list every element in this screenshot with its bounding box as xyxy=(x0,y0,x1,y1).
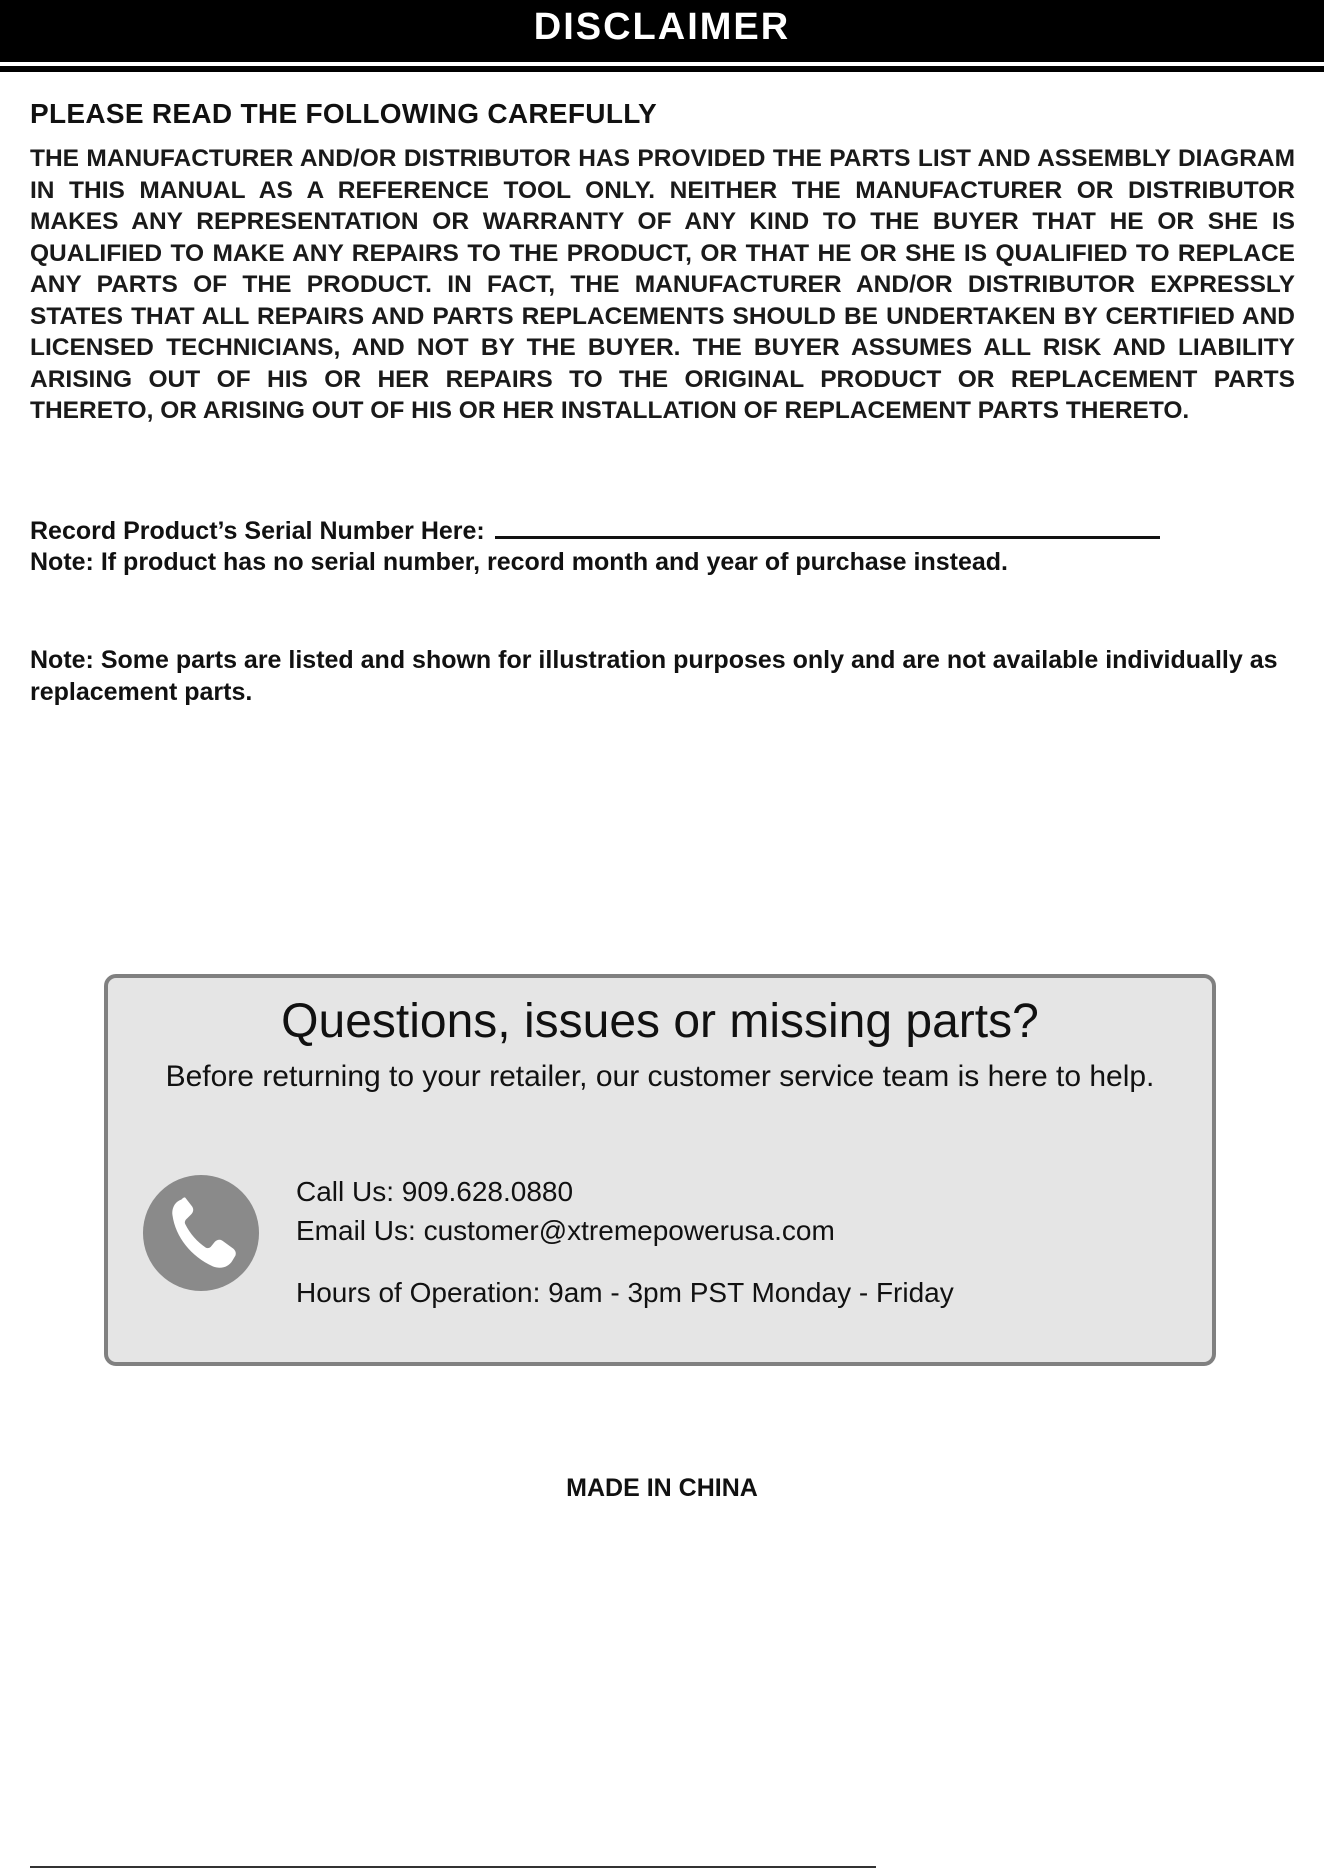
email-address[interactable]: Email Us: customer@xtremepowerusa.com xyxy=(296,1215,835,1246)
disclaimer-body: THE MANUFACTURER AND/OR DISTRIBUTOR HAS PROVIDED THE PARTS LIST AND ASSEMBLY DIAGRAM IN THIS MANUAL AS A REFERENCE TOOL ONLY. NEITHER THE MANUFACTURER OR DISTRIBUTOR MAKES ANY REPRESENTATION OR WARRANTY OF ANY KIND TO THE BUYER THAT HE OR SHE IS QUALIFIED TO MAKE ANY REPAIRS TO THE PRODUCT, OR THAT HE OR SHE IS QUALIFIED TO REPLACE ANY PARTS OF THE PRODUCT. IN FACT, THE MANUFACTURER AND/OR DISTRIBUTOR EXPRESSLY STATES THAT ALL REPAIRS AND PARTS REPLACEMENTS SHOULD BE UNDERTAKEN BY CERTIFIED AND LICENSED TECHNICIANS, AND NOT BY THE BUYER. THE BUYER ASSUMES ALL RISK AND LIABILITY ARISING OUT OF HIS OR HER REPAIRS TO THE ORIGINAL PRODUCT OR REPLACEMENT PARTS THERETO, OR ARISING OUT OF HIS OR HER INSTALLATION OF REPLACEMENT PARTS THERETO. xyxy=(30,145,1295,424)
hours-of-operation: Hours of Operation: 9am - 3pm PST Monday - Friday xyxy=(296,1277,954,1308)
phone-icon xyxy=(142,1174,260,1292)
serial-number-note: Note: If product has no serial number, record month and year of purchase instead. xyxy=(30,548,1008,576)
customer-service-box xyxy=(104,974,1216,1366)
footer-divider xyxy=(30,1866,876,1868)
disclaimer-heading: PLEASE READ THE FOLLOWING CAREFULLY xyxy=(30,98,658,129)
phone-number[interactable]: Call Us: 909.628.0880 xyxy=(296,1176,574,1207)
serial-number-blank-line xyxy=(495,516,1160,539)
header-bar xyxy=(0,0,1324,66)
serial-number-label: Record Product’s Serial Number Here: xyxy=(30,517,485,545)
help-box-subtitle: Before returning to your retailer, our customer service team is here to help. xyxy=(165,1060,1155,1093)
serial-number-row xyxy=(30,516,1160,546)
page-title: DISCLAIMER xyxy=(533,6,791,48)
help-box-title: Questions, issues or missing parts? xyxy=(281,995,1039,1048)
parts-illustration-note: Note: Some parts are listed and shown for illustration purposes only and are not available individually as replacement parts. xyxy=(30,646,1278,706)
country-of-origin: MADE IN CHINA xyxy=(566,1474,758,1502)
